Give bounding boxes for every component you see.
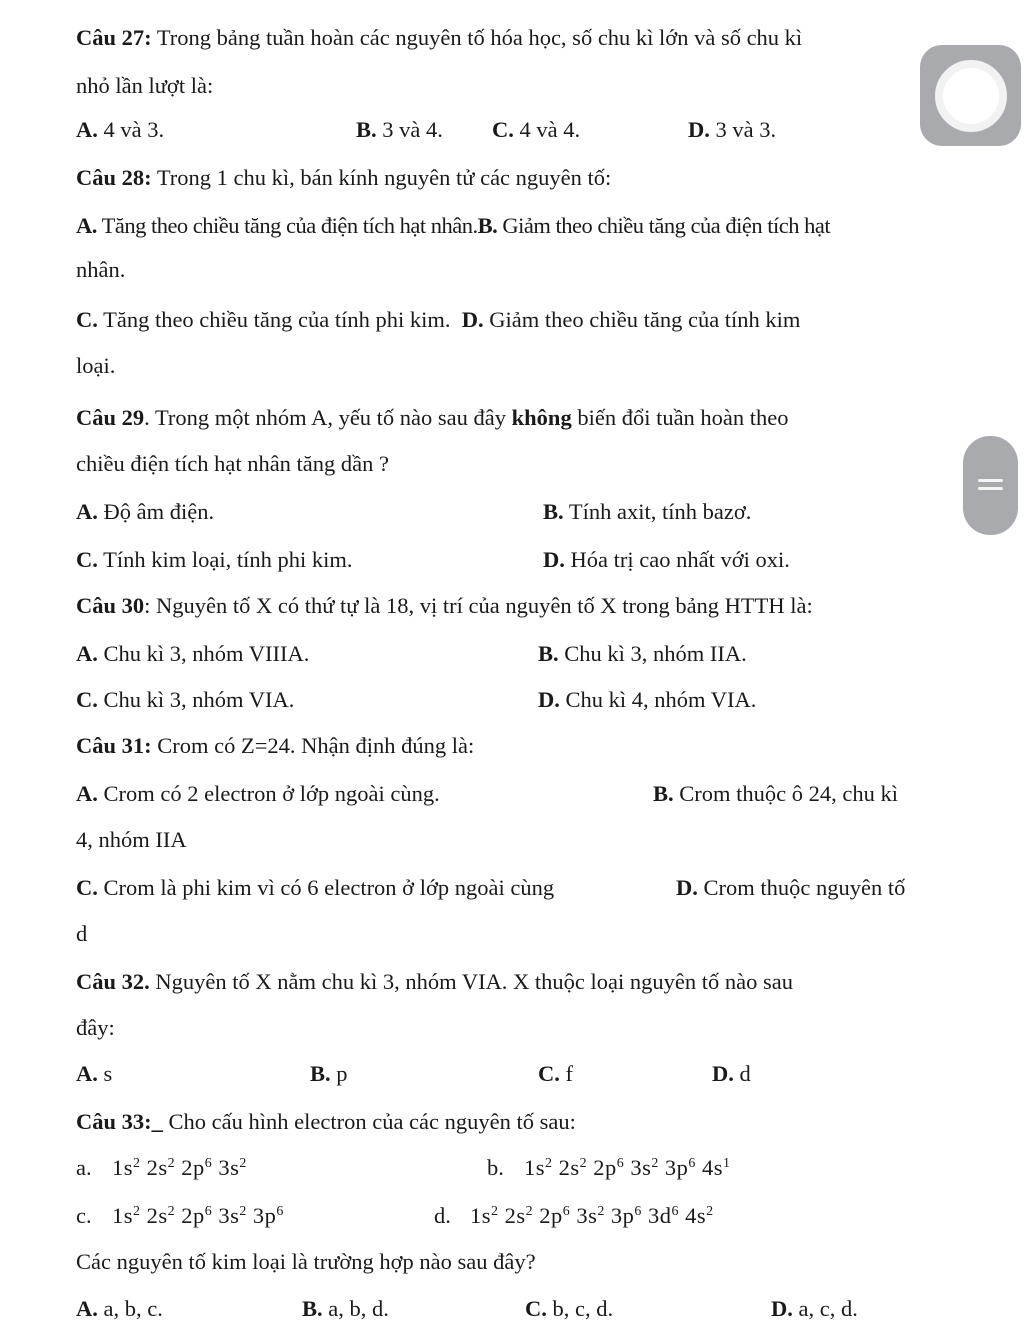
orbital: 1s xyxy=(524,1155,546,1180)
q27-stem: Câu 27: Trong bảng tuần hoàn các nguyên tố hóa học, số chu kì lớn và số chu kì xyxy=(76,25,803,50)
q31-option-c: C. Crom là phi kim vì có 6 electron ở lớp ngoài cùng xyxy=(76,875,555,900)
q28-option-b-cont: nhân. xyxy=(76,257,126,282)
orbital: 2s xyxy=(146,1203,168,1228)
orbital-count: 6 xyxy=(276,1204,284,1220)
q31-option-d: D. Crom thuộc nguyên tố xyxy=(676,875,906,900)
q33-option-a: A. a, b, c. xyxy=(76,1296,163,1321)
side-handle-icon[interactable] xyxy=(963,436,1018,535)
q31-option-b: B. Crom thuộc ô 24, chu kì xyxy=(653,781,898,806)
orbital-count: 6 xyxy=(204,1204,213,1220)
orbital-count: 2 xyxy=(167,1204,176,1220)
orbital-count: 1 xyxy=(723,1156,731,1172)
orbital: 4s xyxy=(702,1155,724,1180)
q32-option-b: B. p xyxy=(310,1061,348,1086)
record-ring xyxy=(935,60,1007,132)
handle-bar-top xyxy=(978,479,1003,482)
orbital: 1s xyxy=(112,1155,134,1180)
orbital: 3s xyxy=(576,1203,598,1228)
orbital: 2p xyxy=(181,1155,205,1180)
orbital: 3d xyxy=(648,1203,672,1228)
q27-option-b: B. 3 và 4. xyxy=(356,117,443,142)
q27-option-c: C. 4 và 4. xyxy=(492,117,581,142)
handle-bar-bottom xyxy=(978,487,1003,490)
orbital-count: 2 xyxy=(597,1204,605,1220)
q28-option-a: A. Tăng theo chiều tăng của điện tích hạt nhân. xyxy=(76,213,478,238)
q29-option-a: A. Độ âm điện. xyxy=(76,499,215,524)
q28-option-c: C. Tăng theo chiều tăng của tính phi kim. xyxy=(76,307,451,332)
orbital-count: 6 xyxy=(634,1204,642,1220)
orbital-count: 6 xyxy=(688,1156,696,1172)
q29-stem-cont: chiều điện tích hạt nhân tăng dần ? xyxy=(76,451,390,476)
q28-option-d: D. Giảm theo chiều tăng của tính kim xyxy=(461,307,801,332)
orbital-count: 2 xyxy=(491,1204,499,1220)
q27-stem-cont: nhỏ lần lượt là: xyxy=(76,73,214,98)
orbital: 2s xyxy=(146,1155,168,1180)
orbital-count: 6 xyxy=(562,1204,571,1220)
q29-option-b: B. Tính axit, tính bazơ. xyxy=(543,499,752,524)
q33-config-c xyxy=(112,1202,284,1230)
q32-option-d: D. d xyxy=(712,1061,751,1086)
q33-config-b xyxy=(524,1154,731,1182)
q30-option-a: A. Chu kì 3, nhóm VIIIA. xyxy=(76,641,310,666)
orbital: 1s xyxy=(112,1203,134,1228)
q32-option-c: C. f xyxy=(538,1061,573,1086)
orbital: 3s xyxy=(218,1203,240,1228)
orbital: 3p xyxy=(664,1155,689,1180)
q30-option-d: D. Chu kì 4, nhóm VIA. xyxy=(538,687,757,712)
orbital-count: 2 xyxy=(133,1156,141,1172)
orbital: 2s xyxy=(558,1155,580,1180)
orbital: 3s xyxy=(630,1155,652,1180)
q30-stem: Câu 30: Nguyên tố X có thứ tự là 18, vị trí của nguyên tố X trong bảng HTTH là: xyxy=(76,593,813,618)
orbital: 2s xyxy=(504,1203,526,1228)
q32-option-a: A. s xyxy=(76,1061,113,1086)
q33-question: Các nguyên tố kim loại là trường hợp nào sau đây? xyxy=(76,1249,536,1274)
q28-option-b: B. Giảm theo chiều tăng của điện tích hạt xyxy=(477,213,831,238)
q31-option-d-cont: d xyxy=(76,921,88,946)
q27-option-d: D. 3 và 3. xyxy=(688,117,777,142)
orbital-count: 2 xyxy=(239,1156,247,1172)
q27-label: Câu 27: xyxy=(76,25,152,50)
q33-stem: Câu 33:_ Cho cấu hình electron của các nguyên tố sau: xyxy=(76,1109,576,1134)
orbital-count: 6 xyxy=(616,1156,625,1172)
orbital: 2p xyxy=(181,1203,205,1228)
orbital-count: 6 xyxy=(204,1156,213,1172)
q29-stem: Câu 29. Trong một nhóm A, yếu tố nào sau đây không biến đổi tuần hoàn theo xyxy=(76,405,789,430)
orbital: 2p xyxy=(539,1203,563,1228)
orbital-count: 2 xyxy=(651,1156,659,1172)
q32-stem: Câu 32. Nguyên tố X nằm chu kì 3, nhóm VIA. X thuộc loại nguyên tố nào sau xyxy=(76,969,794,994)
q33-option-d: D. a, c, d. xyxy=(771,1296,858,1321)
orbital: 3s xyxy=(218,1155,240,1180)
orbital-count: 6 xyxy=(671,1204,679,1220)
orbital-count: 2 xyxy=(579,1156,588,1172)
q32-stem-cont: đây: xyxy=(76,1015,115,1040)
orbital-count: 2 xyxy=(525,1204,534,1220)
orbital-count: 2 xyxy=(133,1204,141,1220)
orbital-count: 2 xyxy=(239,1204,247,1220)
q27-option-a: A. 4 và 3. xyxy=(76,117,165,142)
orbital-count: 2 xyxy=(706,1204,714,1220)
q33-option-c: C. b, c, d. xyxy=(525,1296,614,1321)
orbital: 3p xyxy=(252,1203,277,1228)
q28-options-cd xyxy=(76,306,800,334)
q33-config-d xyxy=(470,1202,714,1230)
orbital-count: 2 xyxy=(167,1156,176,1172)
orbital: 1s xyxy=(470,1203,492,1228)
q33-config-a-label: a. xyxy=(76,1155,92,1180)
q33-option-b: B. a, b, d. xyxy=(302,1296,389,1321)
q28-stem: Câu 28: Trong 1 chu kì, bán kính nguyên tử các nguyên tố: xyxy=(76,165,612,190)
q33-config-b-label: b. xyxy=(487,1155,504,1180)
q30-option-b: B. Chu kì 3, nhóm IIA. xyxy=(538,641,747,666)
q31-option-a: A. Crom có 2 electron ở lớp ngoài cùng. xyxy=(76,781,440,806)
q31-option-b-cont: 4, nhóm IIA xyxy=(76,827,187,852)
q29-option-c: C. Tính kim loại, tính phi kim. xyxy=(76,547,353,572)
record-button-icon[interactable] xyxy=(920,45,1021,146)
q30-option-c: C. Chu kì 3, nhóm VIA. xyxy=(76,687,295,712)
q28-option-d-cont: loại. xyxy=(76,353,116,378)
q33-config-a xyxy=(112,1154,247,1182)
orbital: 4s xyxy=(685,1203,707,1228)
q31-stem: Câu 31: Crom có Z=24. Nhận định đúng là: xyxy=(76,733,475,758)
orbital-count: 2 xyxy=(545,1156,553,1172)
q28-options-ab xyxy=(76,212,830,240)
q33-config-d-label: d. xyxy=(434,1203,451,1228)
orbital: 2p xyxy=(593,1155,617,1180)
q33-config-c-label: c. xyxy=(76,1203,92,1228)
orbital: 3p xyxy=(610,1203,635,1228)
q29-option-d: D. Hóa trị cao nhất với oxi. xyxy=(543,547,790,572)
